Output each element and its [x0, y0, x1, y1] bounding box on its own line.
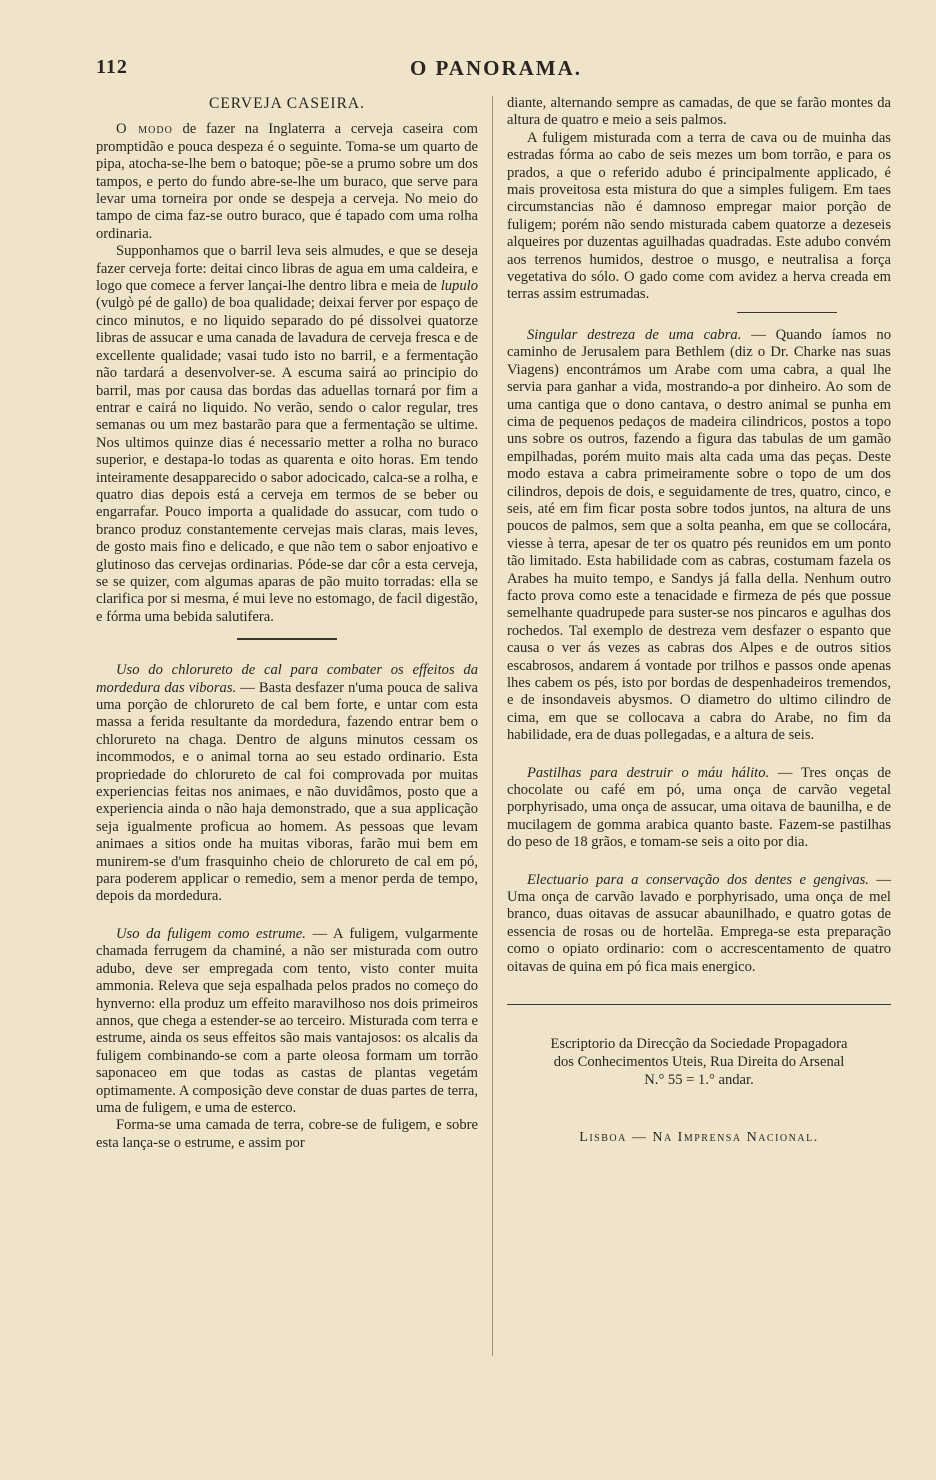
article-cerveja	[96, 95, 478, 626]
article-title: Uso da fuligem como estrume.	[116, 925, 306, 942]
paragraph	[96, 121, 478, 243]
article-title: Singular destreza de uma cabra.	[527, 326, 742, 343]
journal-title: O PANORAMA.	[409, 56, 583, 80]
spacer	[507, 852, 891, 872]
article-fuligem-continued	[507, 95, 891, 304]
column-divider	[492, 96, 493, 1356]
article-title: Uso do chlorureto de cal para combater os effeitos da mordedura das viboras.	[96, 662, 478, 696]
publisher-imprint	[507, 1035, 891, 1089]
paragraph: Forma-se uma camada de terra, cobre-se de fuligem, e sobre esta lança-se o estrume, e assim por	[96, 1117, 478, 1151]
article-fuligem	[96, 926, 478, 1152]
paragraph-text: de fazer na Inglaterra a cerveja caseira com promptidão e pouca despeza é o seguinte. Toma-se um quarto de pipa, atocha-se-lhe bem o batoque; põe-se a prumo sobre um dos tampos, e perto do fundo abre-se-lhe um buraco, que serve para levar uma torneira por onde se despeja a cerveja. No meio do tampo de cima faz-se outro buraco, que é tapado com uma rolha ordinaria.	[96, 121, 478, 242]
article-pastilhas	[507, 765, 891, 852]
imprint-line: dos Conhecimentos Uteis, Rua Direita do Arsenal	[553, 1054, 845, 1071]
paragraph-text: — Tres onças de chocolate ou café em pó, uma onça de carvão vegetal porphyrisado, uma onça de assucar, uma oitava de baunilha, e de mucilagem de gomma arabica quanto baste. Fazem-se pastilhas do peso de 18 grãos, e tomam-se seis a oito por dia.	[507, 764, 891, 851]
paragraph	[507, 765, 891, 852]
page-header	[96, 56, 896, 86]
italic-term: lupulo	[440, 278, 478, 295]
spacer	[96, 906, 478, 926]
left-column	[96, 95, 478, 1152]
page-number: 112	[96, 56, 128, 78]
right-column	[507, 95, 891, 1147]
article-title: Electuario para a conservação dos dentes e gengivas.	[527, 871, 869, 888]
paragraph-text: Supponhamos que o barril leva seis almudes, e que se deseja fazer cerveja forte: deitai cinco libras de agua em uma caldeira, e logo que comece a ferver lançai-lhe dentro libra e meia de	[96, 243, 478, 295]
spacer	[507, 745, 891, 765]
lead-in: O modo	[116, 121, 173, 138]
paragraph	[507, 872, 891, 976]
footer-rule	[507, 1004, 891, 1005]
paragraph	[96, 662, 478, 906]
article-cabra	[507, 327, 891, 745]
paragraph	[96, 243, 478, 626]
article-chlorureto	[96, 662, 478, 906]
imprint-line: Escriptorio da Direcção da Sociedade Propagadora	[550, 1036, 848, 1053]
paragraph: diante, alternando sempre as camadas, de que se farão montes da altura de quatro e meio a seis palmos.	[507, 95, 891, 129]
printer-credit: Lisboa — Na Imprensa Nacional.	[579, 1130, 819, 1146]
paragraph	[507, 327, 891, 745]
section-rule	[737, 312, 837, 313]
paragraph: A fuligem misturada com a terra de cava ou de muinha das estradas fórma ao cabo de seis mezes um bom torrão, e para os prados, a que o referido adubo é principalmente applicado, é mais proveitosa esta mistura do que a simples fuligem. Em taes circumstancias não é damnoso empregar maior porção de fuligem; porém não sendo misturada cabem quatorze a dezeseis alqueires por duzentas aguilhadas quadradas. Este adubo convém aos terrenos humidos, destroe o musgo, e neutralisa a força vegetativa do sólo. O gado come com avidez a herva creada em terras assim estrumadas.	[507, 129, 891, 303]
paragraph-text: (vulgò pé de gallo) de boa qualidade; deixai ferver por espaço de cinco minutos, e no liquido separado do pé dissolvei quatorze libras de assucar e uma canada de lavadura de cerveja fresca e de excellente qualidade; vasai tudo isto no barril, e a fermentação não tardará a desenvolver-se. A escuma sairá ao principio do barril, mas por causa das bordas das aduellas tornará por fim a entrar e cairá no liquido. No verão, sendo o calor regular, tres semanas ou um mez bastarão para que a fermentação se ultime. Nos ultimos quinze dias é necessario metter a rolha no buraco superior, e destapa-lo todas as quarenta e oito horas. Em tendo inteiramente desapparecido o sabor adocicado, calca-se a rolha, e quatro dias depois está a cerveja em termos de se beber ou engarrafar. Pouco importa a qualidade do assucar, com tudo o branco produz constantemente cervejas mais claras, mais leves, de gosto mais fino e delicado, e que não tem o sabor enjoativo e glutinoso das cervejas ordinarias. Póde-se dar côr a esta cerveja, se se quizer, com algumas aparas de pão muito torradas: ella se clarifica por si mesma, é mui leve no estomago, de facil digestão, e fórma uma bebida salutifera.	[96, 295, 478, 625]
imprint-line: N.° 55 = 1.° andar.	[644, 1072, 754, 1089]
article-heading: CERVEJA CASEIRA.	[209, 95, 365, 112]
paragraph-text: — Uma onça de carvão lavado e porphyrisado, uma onça de mel branco, duas oitavas de assucar abaunilhado, e quatro gotas de essencia de rosas ou de hortelãa. Emprega-se esta preparação como o opiato ordinario: com o accrescentamento de quatro oitavas de quina em pó fica mais energico.	[507, 871, 891, 975]
section-rule	[237, 638, 337, 640]
paragraph-text: — Quando íamos no caminho de Jerusalem para Bethlem (diz o Dr. Charke nas suas Viagens) encontrámos um Arabe com uma cabra, a qual lhe servia para ganhar a vida, mostrando-a por dinheiro. Ao som de uma cantiga que o dono cantava, o destro animal se punha em cima de pequenos pedaços de madeira cilindricos, postos a topo uns sobre os outros, fazendo a figura das tabulas de um gamão empilhadas, porém muito mais alta cada uma das peças. Deste modo estava a cabra primeiramente sobre o topo de um dos cilindros, depois de dois, e seguidamente de tres, quatro, cinco, e seis, até em fim ficar posta sobre todos juntos, na altura de uns poucos de palmos, sem que a solta peanha, em que se collocára, viesse à terra, apesar de ter os quatro pés reunidos em um ponto tão limitado. Esta habilidade com as cabras, costumam fazela os Arabes ha muito tempo, e Sandys já falla della. Nenhum outro facto prova como este a tenacidade e firmeza de pés que possue semelhante quadrupede para suster-se nos pincaros e agulhas dos rochedos. Tal exemplo de destreza vem desfazer o espanto que causa o ver ás vezes as cabras dos Alpes e de outros sitios escabrosos, andarem á vontade por trilhos e passos onde apenas lhes cabem os pés, isto por bordas de despenhadeiros tremendos, e de insondaveis abysmos. O diametro do ultimo cilindro de cima, em que se collocava a cabra do Arabe, no fim da habilidade, era de duas pollegadas, e a altura de seis.	[507, 326, 891, 744]
article-title: Pastilhas para destruir o máu hálito.	[527, 764, 770, 781]
paragraph	[96, 926, 478, 1117]
paragraph-text: — Basta desfazer n'uma pouca de saliva uma porção de chlorureto de cal bem forte, e untar com esta massa a ferida resultante da mordedura, fazendo entrar bem o chlorureto na chaga. Dentro de alguns minutos cessam os incommodos, e o animal torna ao seu estado ordinario. Esta propriedade do chlorureto de cal foi comprovada por muitas experiencias feitas nos animaes, e não duvidâmos, posto que a experiencia ainda o não haja demonstrado, que a sua applicação seja igualmente proficua ao homem. As pessoas que levam animaes a sitios onde ha muitas viboras, farão mui bem em munirem-se d'um frasquinho cheio de chlorureto de cal em pó, para poderem applicar o remedio, sem a menor perda de tempo, depois da mordedura.	[96, 679, 478, 905]
article-electuario	[507, 872, 891, 976]
paragraph-text: — A fuligem, vulgarmente chamada ferrugem da chaminé, a não ser misturada com outro adubo, deve ser empregada com tento, visto conter muita ammonia. Releva que seja espalhada pelos prados no começo do hynverno: ella produz um effeito maravilhoso nos dois primeiros annos, que chega a estender-se ao terceiro. Misturada com terra e estrume, ainda os seus effeitos são mais vantajosos: os alcalis da fuligem combinando-se com a parte oleosa formam um torrão saponaceo em que todas as castas de plantas vegetám optimamente. A composição deve constar de duas partes de terra, uma de fuligem, e uma de esterco.	[96, 925, 478, 1116]
